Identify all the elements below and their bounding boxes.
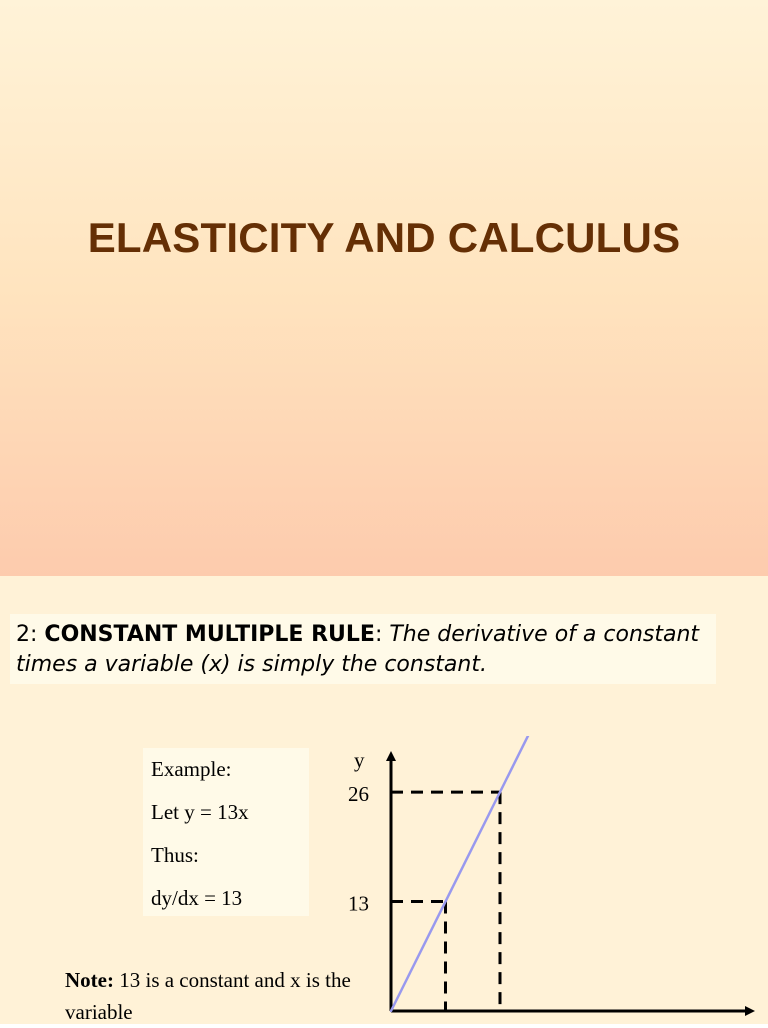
slide-2 [0, 576, 768, 1024]
note [65, 964, 355, 1028]
rule-statement [16, 620, 716, 680]
y-tick-label: 13 [348, 891, 369, 916]
rule-number: 2: [16, 622, 38, 647]
example-line: Let y = 13x [151, 800, 249, 824]
data-point [499, 791, 501, 793]
example-line: Thus: [151, 843, 199, 867]
slide-title: ELASTICITY AND CALCULUS [87, 214, 681, 261]
rule-name: CONSTANT MULTIPLE RULE [44, 622, 375, 647]
data-point [444, 900, 446, 902]
y-tick-label: 26 [348, 782, 369, 807]
line-chart [340, 736, 768, 1024]
data-point [390, 1010, 392, 1012]
example-line: dy/dx = 13 [151, 886, 243, 910]
rule-separator: : [374, 622, 383, 647]
note-label: Note: [65, 968, 114, 992]
y-axis-label: y [354, 748, 365, 772]
series-line [391, 736, 544, 1011]
note-text: 13 is a constant and x is the variable [65, 968, 351, 1024]
example-line: Example: [151, 757, 232, 781]
rule-description: The derivative of a constant times a variable (x) is simply the constant. [16, 622, 700, 677]
